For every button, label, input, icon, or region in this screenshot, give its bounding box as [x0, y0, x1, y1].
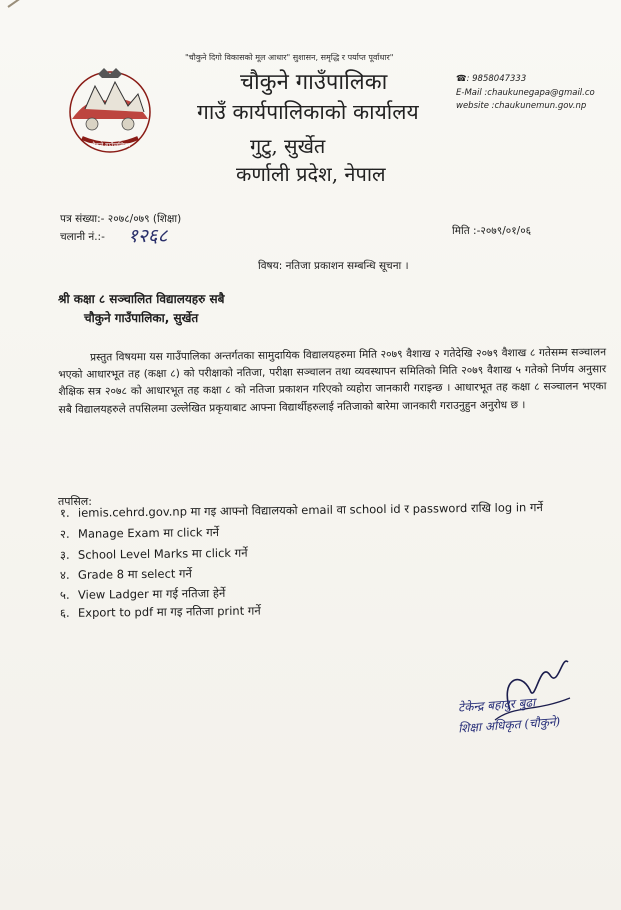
office-location: गुटु, सुर्खेत — [250, 134, 326, 158]
dispatch-number: १२६८ — [128, 225, 168, 247]
motto: "चौकुने दिगो विकासको मूल आधार" सुशासन, समृद्धि र पर्याप्त पूर्वाधार" — [185, 53, 394, 62]
step-number: १. — [59, 505, 70, 520]
corner-pencil-mark — [7, 0, 36, 8]
addressee-line-2: चौकुने गाउँपालिका, सुर्खेत — [84, 311, 199, 325]
letter-date: मिति :-२०७९/०१/०६ — [452, 225, 532, 237]
step-item — [60, 525, 219, 542]
addressee-line-1: श्री कक्षा ८ सञ्चालित विद्यालयहरु सबै — [58, 292, 225, 306]
step-item — [60, 546, 248, 563]
step-text: iemis.cehrd.gov.np मा गइ आफ्नो विद्यालयको email वा school id र password राखि log in गर्ने — [77, 500, 543, 520]
step-number: ४. — [59, 567, 70, 582]
step-text: School Level Marks मा click गर्ने — [77, 545, 248, 562]
step-text: View Ladger मा गई नतिजा हेर्ने — [77, 585, 226, 602]
subject-line: विषय: नतिजा प्रकाशन सम्बन्धि सूचना । — [258, 260, 409, 272]
step-number: ३. — [59, 547, 70, 562]
step-item — [60, 566, 192, 583]
step-item — [60, 586, 225, 603]
letter-number: पत्र संख्या:- २०७८/०७९ (शिक्षा) — [60, 213, 182, 225]
step-number: ६. — [59, 605, 70, 620]
details-label: तपसिल: — [58, 495, 92, 508]
body-paragraph: प्रस्तुत विषयमा यस गाउँपालिका अन्तर्गतका सामुदायिक विद्यालयहरुमा मिति २०७९ वैशाख २ गतेदेखि २०७९ वैशाख ८ गतेसम्म सञ्चालन भएको आधारभूत तह (कक्षा ८) को परीक्षाको नतिजा, परीक्षा सञ्चालन तथा व्यवस्थापन समितिको मिति २०७९ वैशाख ५ गतेको निर्णय अनुसार शैक्षिक सत्र २०७८ को आधारभूत तह कक्षा ८ को नतिजा प्रकाशन गरिएको व्यहोरा जानकारी गराइन्छ । आधारभूत तह कक्षा ८ सञ्चालन भएका सबै विद्यालयहरुले तपसिलमा उल्लेखित प्रकृयाबाट आफ्ना विद्यार्थीहरुलाई नतिजाको बारेमा जानकारी गराउनुहुन अनुरोध छ । — [58, 346, 607, 416]
province-name: कर्णाली प्रदेश, नेपाल — [236, 162, 386, 186]
municipality-name: चौकुने गाउँपालिका — [240, 70, 388, 95]
step-number: ५. — [59, 587, 70, 602]
nepal-emblem-icon — [60, 64, 160, 156]
phone-number: ☎: 9858047333 — [456, 74, 527, 84]
email-address: E-Mail :chaukunegapa@gmail.co — [456, 88, 595, 98]
emblem-ribbon-text: चौकुने गाउँपालिका — [89, 142, 131, 149]
step-item — [60, 500, 543, 521]
website-address: website :chaukunemun.gov.np — [456, 101, 587, 111]
signatory-name: टेकेन्द्र बहादुर बुढा — [457, 695, 536, 715]
office-name: गाउँ कार्यपालिकाको कार्यालय — [197, 100, 419, 124]
step-text: Manage Exam मा click गर्ने — [77, 525, 220, 541]
dispatch-label: चलानी नं.:- — [60, 231, 105, 243]
step-text: Grade 8 मा select गर्ने — [77, 566, 192, 582]
signatory-title: शिक्षा अधिकृत (चौकुने) — [457, 714, 561, 736]
step-item — [60, 604, 261, 621]
step-text: Export to pdf मा गइ नतिजा print गर्ने — [77, 603, 261, 620]
step-number: २. — [59, 526, 70, 541]
